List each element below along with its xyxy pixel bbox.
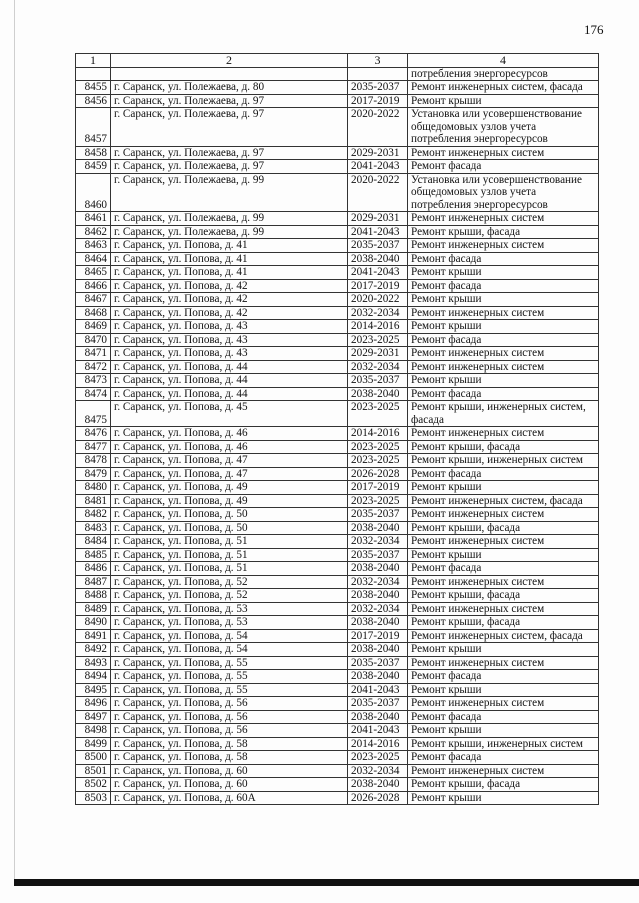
row-number: 8483 [76,521,111,535]
row-address: г. Саранск, ул. Попова, д. 55 [111,683,348,697]
row-number: 8479 [76,467,111,481]
row-work: Ремонт крыши, фасада [408,521,599,535]
row-work: Ремонт крыши [408,683,599,697]
row-number: 8488 [76,589,111,603]
row-number: 8470 [76,333,111,347]
row-number: 8494 [76,670,111,684]
table-row [76,710,599,724]
row-address: г. Саранск, ул. Попова, д. 56 [111,710,348,724]
row-work: Установка или усовершенствование общедомовых узлов учета потребления энергоресурсов [408,173,599,212]
row-address: г. Саранск, ул. Полежаева, д. 97 [111,146,348,160]
table-row [76,94,599,108]
scan-bottom-border [14,879,639,886]
row-work: Ремонт инженерных систем, фасада [408,494,599,508]
row-period: 2035-2037 [348,239,408,253]
row-period: 2023-2025 [348,454,408,468]
table-row [76,737,599,751]
row-period: 2014-2016 [348,320,408,334]
row-work: Ремонт инженерных систем [408,212,599,226]
row-address: г. Саранск, ул. Попова, д. 50 [111,508,348,522]
table-row [76,306,599,320]
row-number: 8501 [76,764,111,778]
row-work: Ремонт инженерных систем [408,347,599,361]
row-address: г. Саранск, ул. Попова, д. 51 [111,562,348,576]
row-address: г. Саранск, ул. Попова, д. 43 [111,333,348,347]
row-period: 2020-2022 [348,173,408,212]
table-row [76,239,599,253]
row-address: г. Саранск, ул. Попова, д. 54 [111,643,348,657]
row-period: 2017-2019 [348,629,408,643]
table-row [76,146,599,160]
row-address: г. Саранск, ул. Попова, д. 55 [111,656,348,670]
row-period: 2038-2040 [348,562,408,576]
row-number: 8489 [76,602,111,616]
row-work: Ремонт фасада [408,279,599,293]
row-number: 8458 [76,146,111,160]
row-address: г. Саранск, ул. Попова, д. 42 [111,293,348,307]
row-work: Ремонт крыши [408,548,599,562]
row-number: 8496 [76,697,111,711]
row-number: 8475 [76,401,111,427]
table-row [76,252,599,266]
row-number: 8478 [76,454,111,468]
row-work: Ремонт крыши, инженерных систем, фасада [408,401,599,427]
table-row [76,374,599,388]
row-address: г. Саранск, ул. Попова, д. 41 [111,266,348,280]
row-number: 8473 [76,374,111,388]
row-work: Ремонт фасада [408,751,599,765]
row-work: Ремонт крыши [408,320,599,334]
row-period: 2029-2031 [348,212,408,226]
continuation-row [76,67,599,81]
row-address: г. Саранск, ул. Попова, д. 44 [111,360,348,374]
row-address: г. Саранск, ул. Попова, д. 56 [111,724,348,738]
table-row [76,791,599,805]
table-row [76,440,599,454]
row-number: 8457 [76,108,111,147]
table-row [76,279,599,293]
table-row [76,427,599,441]
row-number: 8503 [76,791,111,805]
row-address: г. Саранск, ул. Попова, д. 49 [111,494,348,508]
scan-edge [14,0,15,886]
row-number: 8466 [76,279,111,293]
table-row [76,454,599,468]
row-address: г. Саранск, ул. Попова, д. 50 [111,521,348,535]
row-period: 2026-2028 [348,791,408,805]
row-work: Ремонт крыши, инженерных систем [408,454,599,468]
row-work: Ремонт крыши, фасада [408,616,599,630]
row-period: 2032-2034 [348,602,408,616]
row-address: г. Саранск, ул. Попова, д. 51 [111,548,348,562]
row-address: г. Саранск, ул. Попова, д. 47 [111,467,348,481]
row-work: Ремонт инженерных систем [408,239,599,253]
row-address: г. Саранск, ул. Попова, д. 56 [111,697,348,711]
table-row [76,589,599,603]
repair-schedule-table [75,53,599,805]
row-period: 2038-2040 [348,521,408,535]
row-address: г. Саранск, ул. Полежаева, д. 80 [111,81,348,95]
table-row [76,575,599,589]
row-number: 8461 [76,212,111,226]
row-number: 8493 [76,656,111,670]
row-work: Ремонт крыши [408,791,599,805]
row-address: г. Саранск, ул. Попова, д. 49 [111,481,348,495]
row-period: 2038-2040 [348,710,408,724]
row-work: Ремонт крыши [408,481,599,495]
row-number: 8464 [76,252,111,266]
row-number: 8465 [76,266,111,280]
table-row [76,697,599,711]
table-row [76,225,599,239]
row-address: г. Саранск, ул. Попова, д. 60А [111,791,348,805]
table-row [76,387,599,401]
table-row [76,751,599,765]
row-number: 8462 [76,225,111,239]
row-number: 8474 [76,387,111,401]
row-period: 2023-2025 [348,440,408,454]
table-row [76,467,599,481]
row-address: г. Саранск, ул. Попова, д. 52 [111,575,348,589]
table-row [76,643,599,657]
table-row [76,521,599,535]
row-address: г. Саранск, ул. Попова, д. 52 [111,589,348,603]
table-row [76,670,599,684]
row-period: 2023-2025 [348,401,408,427]
row-period: 2029-2031 [348,347,408,361]
row-period: 2038-2040 [348,387,408,401]
table-row [76,81,599,95]
row-work: Ремонт крыши [408,266,599,280]
row-work: Ремонт инженерных систем [408,360,599,374]
header-cell: 1 [76,54,111,68]
row-address: г. Саранск, ул. Попова, д. 44 [111,387,348,401]
row-address: г. Саранск, ул. Полежаева, д. 97 [111,108,348,147]
row-period: 2035-2037 [348,548,408,562]
row-work: Ремонт крыши [408,293,599,307]
row-work: Ремонт инженерных систем, фасада [408,629,599,643]
row-address: г. Саранск, ул. Попова, д. 44 [111,374,348,388]
row-number: 8460 [76,173,111,212]
row-work: Ремонт крыши, фасада [408,778,599,792]
table-row [76,401,599,427]
row-number: 8500 [76,751,111,765]
row-work: Ремонт крыши, фасада [408,440,599,454]
row-work: Ремонт крыши [408,724,599,738]
row-address: г. Саранск, ул. Полежаева, д. 99 [111,225,348,239]
row-number: 8499 [76,737,111,751]
table-row [76,320,599,334]
row-period: 2035-2037 [348,374,408,388]
row-number: 8471 [76,347,111,361]
continuation-address [111,67,348,81]
row-work: Ремонт крыши [408,374,599,388]
row-work: Ремонт инженерных систем, фасада [408,81,599,95]
row-number: 8491 [76,629,111,643]
row-number: 8497 [76,710,111,724]
table-row [76,562,599,576]
row-address: г. Саранск, ул. Попова, д. 47 [111,454,348,468]
table-row [76,494,599,508]
row-work: Ремонт инженерных систем [408,764,599,778]
row-address: г. Саранск, ул. Попова, д. 41 [111,239,348,253]
row-work: Ремонт фасада [408,467,599,481]
row-period: 2032-2034 [348,535,408,549]
row-work: Ремонт инженерных систем [408,508,599,522]
row-work: Ремонт крыши, фасада [408,225,599,239]
row-period: 2032-2034 [348,575,408,589]
continuation-period [348,67,408,81]
row-period: 2038-2040 [348,252,408,266]
row-number: 8472 [76,360,111,374]
row-period: 2020-2022 [348,293,408,307]
table-row [76,508,599,522]
row-address: г. Саранск, ул. Попова, д. 45 [111,401,348,427]
row-period: 2041-2043 [348,683,408,697]
row-address: г. Саранск, ул. Попова, д. 42 [111,306,348,320]
table-row [76,347,599,361]
row-number: 8490 [76,616,111,630]
row-work: Ремонт фасада [408,562,599,576]
page-number: 176 [584,22,604,37]
row-number: 8463 [76,239,111,253]
row-period: 2017-2019 [348,481,408,495]
row-period: 2023-2025 [348,751,408,765]
row-work: Ремонт фасада [408,160,599,174]
row-period: 2035-2037 [348,81,408,95]
table-row [76,548,599,562]
row-address: г. Саранск, ул. Попова, д. 60 [111,764,348,778]
row-number: 8467 [76,293,111,307]
row-number: 8455 [76,81,111,95]
table-header-row [76,54,599,68]
table-row [76,266,599,280]
row-address: г. Саранск, ул. Полежаева, д. 97 [111,94,348,108]
row-number: 8495 [76,683,111,697]
row-number: 8502 [76,778,111,792]
row-number: 8485 [76,548,111,562]
row-address: г. Саранск, ул. Полежаева, д. 99 [111,212,348,226]
row-address: г. Саранск, ул. Попова, д. 55 [111,670,348,684]
table-row [76,360,599,374]
row-work: Ремонт крыши [408,94,599,108]
row-number: 8481 [76,494,111,508]
row-address: г. Саранск, ул. Попова, д. 42 [111,279,348,293]
table-body [76,54,599,805]
table-row [76,481,599,495]
row-number: 8468 [76,306,111,320]
row-address: г. Саранск, ул. Попова, д. 46 [111,440,348,454]
row-work: Ремонт фасада [408,252,599,266]
row-period: 2017-2019 [348,279,408,293]
table-row [76,108,599,147]
row-number: 8480 [76,481,111,495]
row-work: Ремонт инженерных систем [408,575,599,589]
row-period: 2026-2028 [348,467,408,481]
row-work: Ремонт инженерных систем [408,427,599,441]
table-row [76,333,599,347]
row-period: 2032-2034 [348,360,408,374]
row-work: Ремонт крыши, фасада [408,589,599,603]
row-address: г. Саранск, ул. Попова, д. 41 [111,252,348,266]
row-address: г. Саранск, ул. Попова, д. 58 [111,751,348,765]
row-period: 2038-2040 [348,616,408,630]
row-period: 2035-2037 [348,656,408,670]
row-work: Ремонт фасада [408,333,599,347]
table-row [76,778,599,792]
row-address: г. Саранск, ул. Попова, д. 60 [111,778,348,792]
row-work: Ремонт инженерных систем [408,306,599,320]
row-number: 8477 [76,440,111,454]
row-address: г. Саранск, ул. Полежаева, д. 97 [111,160,348,174]
row-work: Ремонт инженерных систем [408,697,599,711]
row-period: 2023-2025 [348,494,408,508]
continuation-work: потребления энергоресурсов [408,67,599,81]
table-row [76,212,599,226]
row-address: г. Саранск, ул. Попова, д. 43 [111,320,348,334]
row-address: г. Саранск, ул. Попова, д. 53 [111,616,348,630]
row-period: 2035-2037 [348,697,408,711]
header-cell: 4 [408,54,599,68]
row-work: Ремонт инженерных систем [408,656,599,670]
row-period: 2020-2022 [348,108,408,147]
row-work: Ремонт инженерных систем [408,602,599,616]
row-number: 8498 [76,724,111,738]
row-work: Ремонт инженерных систем [408,535,599,549]
table-row [76,160,599,174]
row-address: г. Саранск, ул. Попова, д. 43 [111,347,348,361]
row-number: 8492 [76,643,111,657]
row-number: 8456 [76,94,111,108]
row-address: г. Саранск, ул. Попова, д. 58 [111,737,348,751]
row-number: 8484 [76,535,111,549]
row-number: 8486 [76,562,111,576]
table-row [76,293,599,307]
row-work: Ремонт фасада [408,710,599,724]
row-period: 2038-2040 [348,670,408,684]
row-number: 8476 [76,427,111,441]
table-row [76,764,599,778]
row-period: 2032-2034 [348,764,408,778]
table-row [76,535,599,549]
row-address: г. Саранск, ул. Попова, д. 51 [111,535,348,549]
table-row [76,683,599,697]
row-work: Ремонт фасада [408,387,599,401]
row-period: 2029-2031 [348,146,408,160]
row-work: Ремонт фасада [408,670,599,684]
row-period: 2041-2043 [348,225,408,239]
table-row [76,616,599,630]
row-period: 2017-2019 [348,94,408,108]
row-number: 8482 [76,508,111,522]
row-number: 8459 [76,160,111,174]
row-number: 8487 [76,575,111,589]
row-period: 2038-2040 [348,643,408,657]
table-row [76,173,599,212]
row-address: г. Саранск, ул. Попова, д. 54 [111,629,348,643]
row-period: 2035-2037 [348,508,408,522]
continuation-num [76,67,111,81]
row-period: 2038-2040 [348,589,408,603]
table-row [76,602,599,616]
row-period: 2014-2016 [348,427,408,441]
row-work: Ремонт крыши, инженерных систем [408,737,599,751]
row-period: 2014-2016 [348,737,408,751]
row-address: г. Саранск, ул. Попова, д. 53 [111,602,348,616]
row-work: Ремонт крыши [408,643,599,657]
table-row [76,656,599,670]
row-period: 2041-2043 [348,266,408,280]
row-period: 2023-2025 [348,333,408,347]
row-period: 2041-2043 [348,724,408,738]
header-cell: 2 [111,54,348,68]
header-cell: 3 [348,54,408,68]
table-row [76,629,599,643]
table-row [76,724,599,738]
row-work: Ремонт инженерных систем [408,146,599,160]
row-number: 8469 [76,320,111,334]
row-work: Установка или усовершенствование общедомовых узлов учета потребления энергоресурсов [408,108,599,147]
row-address: г. Саранск, ул. Попова, д. 46 [111,427,348,441]
row-period: 2032-2034 [348,306,408,320]
row-address: г. Саранск, ул. Полежаева, д. 99 [111,173,348,212]
row-period: 2038-2040 [348,778,408,792]
row-period: 2041-2043 [348,160,408,174]
